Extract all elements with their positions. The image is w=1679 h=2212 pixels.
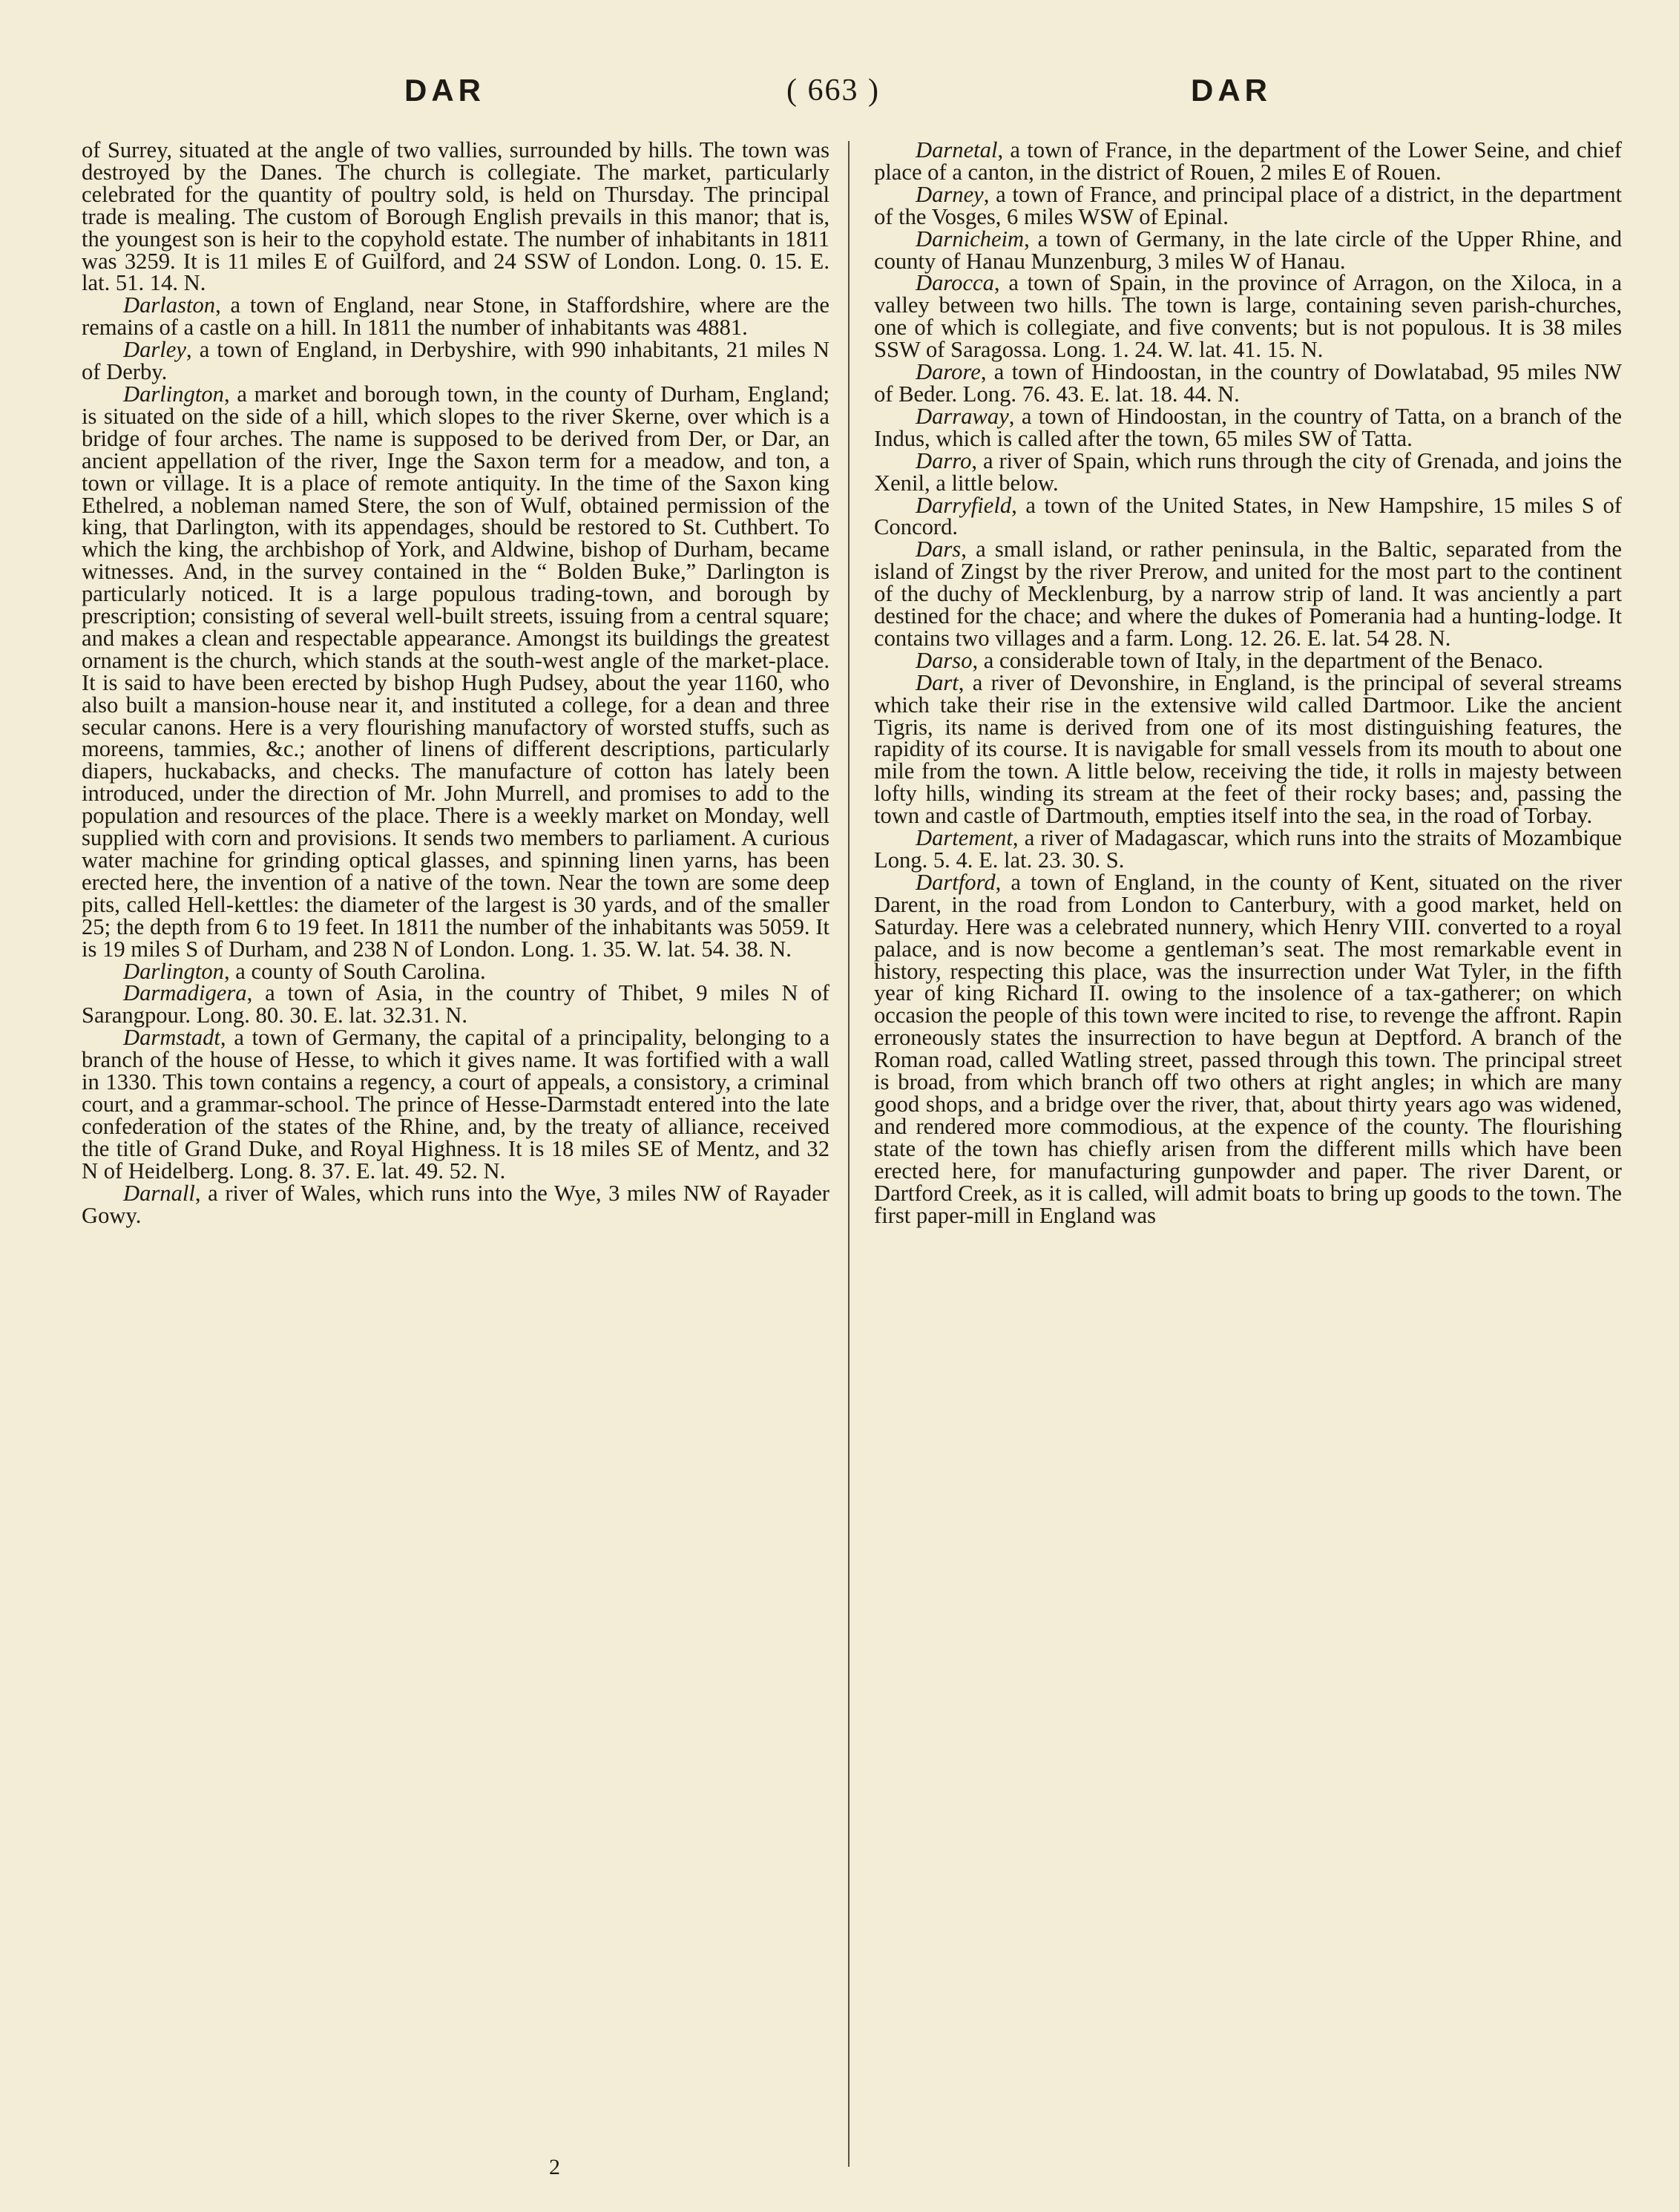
entry-text: , a town of Hindoostan, in the country of Tatta, on a branch of the Indus, which is called after the town, 65 miles SW of Tatta.	[874, 403, 1622, 451]
entry-text: , a town of Spain, in the province of Arragon, on the Xiloca, in a valley between two hills. The town is large, containing seven parish-churches, one of which is collegiate, and five convents; but is not populous. It is 38 miles SSW of Saragossa. Long. 1. 24. W. lat. 41. 15. N.	[874, 270, 1622, 363]
entry-darnall	[82, 1180, 829, 1228]
entry-text: , a town of England, near Stone, in Staffordshire, where are the remains of a castle on a hill. In 1811 the number of inhabitants was 4881.	[82, 292, 829, 341]
entry-darocca	[874, 272, 1622, 361]
entry-text: , a town of Germany, the capital of a principality, belonging to a branch of the house of Hesse, to which it gives name. It was fortified with a wall in 1330. This town contains a regency, a court of appeals, a consistory, a criminal court, and a grammar-school. The prince of Hesse-Darmstadt entered into the late confederation of the states of the Rhine, and, by the treaty of alliance, received the title of Grand Duke, and Royal Highness. It is 18 miles SE of Mentz, and 32 N of Heidelberg. Long. 8. 37. E. lat. 49. 52. N.	[82, 1025, 829, 1184]
entry-darley	[82, 339, 829, 384]
entry-text: , a river of Wales, which runs into the Wye, 3 miles NW of Rayader Gowy.	[82, 1180, 829, 1228]
headword: Darnall	[123, 1180, 195, 1206]
entry-text: , a town of the United States, in New Hampshire, 15 miles S of Concord.	[874, 492, 1622, 540]
entry-darmstadt	[82, 1027, 829, 1182]
entry-darryfield	[874, 492, 1622, 540]
headword: Darore	[916, 359, 981, 385]
entry-dars	[874, 536, 1622, 651]
entry-darlington-county	[82, 958, 829, 984]
entry-darlaston	[82, 292, 829, 341]
left-column	[82, 137, 829, 1228]
headword: Dart	[916, 669, 959, 695]
entry-text: , a river of Madagascar, which runs into the straits of Mozambique Long. 5. 4. E. lat. 23. 30. S.	[874, 825, 1622, 873]
page-number: ( 663 )	[786, 73, 880, 108]
entry-darnicheim	[874, 226, 1622, 274]
entry-text: , a town of Asia, in the country of Thibet, 9 miles N of Sarangpour. Long. 80. 30. E. lat. 32.31. N.	[82, 980, 829, 1028]
entry-text: , a considerable town of Italy, in the department of the Benaco.	[972, 647, 1543, 673]
headword: Darlington	[123, 958, 224, 984]
headword: Darocca	[916, 270, 994, 296]
entry-darraway	[874, 403, 1622, 451]
headword: Dartford	[916, 869, 996, 895]
entry-text: , a county of South Carolina.	[223, 958, 486, 984]
headword: Darley	[123, 337, 186, 363]
entry-text: , a town of England, in Derbyshire, with 990 inhabitants, 21 miles N of Derby.	[82, 337, 829, 385]
entry-text: , a small island, or rather peninsula, in the Baltic, separated from the island of Zingst by the river Prerow, and united for the most part to the continent of the duchy of Mecklenburg, by a narrow strip of land. It was anciently a part destined for the chace; and where the dukes of Pomerania had a hunting-lodge. It contains two villages and a farm. Long. 12. 26. E. lat. 54 28. N.	[874, 536, 1622, 651]
entry-dartement	[874, 827, 1622, 872]
headword: Darnicheim	[916, 226, 1025, 252]
headword: Darlington	[123, 381, 224, 407]
headword: Dars	[916, 536, 962, 562]
headword: Darney	[916, 181, 984, 207]
entry-darmadigera	[82, 982, 829, 1027]
headword: Darro	[916, 447, 972, 473]
continued-entry: of Surrey, situated at the angle of two vallies, surrounded by hills. The town was destroyed by the Danes. The church is collegiate. The market, particularly celebrated for the quantity of poultry sold, is held on Thursday. The principal trade is mealing. The custom of Borough English prevails in this manor; that is, the youngest son is heir to the copyhold estate. The number of inhabitants in 1811 was 3259. It is 11 miles E of Guilford, and 24 SSW of London. Long. 0. 15. E. lat. 51. 14. N.	[82, 137, 829, 296]
entry-darro	[874, 447, 1622, 496]
entry-darney	[874, 181, 1622, 229]
entry-darlington-town	[82, 381, 829, 962]
entry-text: , a market and borough town, in the county of Durham, England; is situated on the side of a hill, which slopes to the river Skerne, over which is a bridge of four arches. The name is supposed to be derived from Der, or Dar, an ancient appellation of the river, Inge the Saxon term for a meadow, and ton, a town or village. It is a place of remote antiquity. In the time of the Saxon king Ethelred, a nobleman named Stere, the son of Wulf, obtained permission of the king, that Darlington, with its appendages, should be restored to St. Cuthbert. To which the king, the archbishop of York, and Aldwine, bishop of Durham, became witnesses. And, in the survey contained in the “ Bolden Buke,” Darlington is particularly noticed. It is a large populous trading-town, and borough by prescription; consisting of several well-built streets, issuing from a central square; and makes a clean and respectable appearance. Amongst its buildings the greatest ornament is the church, which stands at the south-west angle of the market-place. It is said to have been erected by bishop Hugh Pudsey, about the year 1160, who also built a mansion-house near it, and instituted a college, for a dean and three secular canons. Here is a very flourishing manufactory of worsted stuffs, such as moreens, tammies, &c.; another of linens of different descriptions, particularly diapers, huckabacks, and checks. The manufacture of cotton has lately been introduced, under the direction of Mr. John Murrell, and promises to add to the population and resources of the place. There is a weekly market on Monday, well supplied with corn and provisions. It sends two members to parliament. A curious water machine for grinding optical glasses, and spinning linen yarns, has been erected here, the invention of a native of the town. Near the town are some deep pits, called Hell-kettles: the diameter of the largest is 30 yards, and of the smaller 25; the depth from 6 to 19 feet. In 1811 the number of the inhabitants was 5059. It is 19 miles S of Durham, and 238 N of London. Long. 1. 35. W. lat. 54. 38. N.	[82, 381, 829, 962]
headword: Darlaston	[123, 292, 216, 318]
entry-text: , a town of Hindoostan, in the country of Dowlatabad, 95 miles NW of Beder. Long. 76. 43. E. lat. 18. 44. N.	[874, 359, 1622, 407]
entry-darso	[874, 647, 1622, 673]
entry-darore	[874, 361, 1622, 406]
entry-darnetal	[874, 137, 1622, 185]
headword: Darryfield	[916, 492, 1012, 518]
entry-text: , a town of England, in the county of Kent, situated on the river Darent, in the road from London to Canterbury, with a good market, held on Saturday. Here was a celebrated nunnery, which Henry VIII. converted to a royal palace, and is now become a gentleman’s seat. The most remarkable event in history, respecting this place, was the insurrection under Wat Tyler, in the fifth year of king Richard II. owing to the insolence of a tax-gatherer; on which occasion the people of this town were incited to rise, to revenge the affront. Rapin erroneously states the insurrection to have begun at Deptford. A branch of the Roman road, called Watling street, passed through this town. The principal street is broad, from which branch off two others at right angles; in which are many good shops, and a bridge over the river, that, about thirty years ago was widened, and rendered more commodious, at the expence of the county. The flourishing state of the town has chiefly arisen from the different mills which have been erected here, for manufacturing gunpowder and paper. The river Darent, or Dartford Creek, as it is called, will admit boats to bring up goods to the town. The first paper-mill in England was	[874, 869, 1622, 1228]
entry-text: , a town of France, in the department of the Lower Seine, and chief place of a canton, in the district of Rouen, 2 miles E of Rouen.	[874, 137, 1622, 185]
entry-dartford	[874, 869, 1622, 1228]
entry-text: , a river of Devonshire, in England, is the principal of several streams which take their rise in the extensive wild called Dartmoor. Like the ancient Tigris, its name is derived from one of its most distinguishing features, the rapidity of its course. It is navigable for small vessels from its mouth to about one mile from the town. A little below, receiving the tide, it rolls in majesty between lofty hills, winding its stream at the feet of their rocky bases; and, passing the town and castle of Dartmouth, empties itself into the sea, in the road of Torbay.	[874, 669, 1622, 829]
headword: Darmstadt	[123, 1025, 220, 1051]
entry-text: , a river of Spain, which runs through the city of Grenada, and joins the Xenil, a little below.	[874, 447, 1622, 496]
running-head-right: DAR	[1191, 73, 1272, 108]
headword: Darnetal	[916, 137, 998, 163]
entry-text: , a town of France, and principal place of a district, in the department of the Vosges, 6 miles WSW of Epinal.	[874, 181, 1622, 229]
headword: Darmadigera	[123, 980, 247, 1006]
signature-mark: 2	[549, 2155, 560, 2179]
column-divider	[848, 141, 850, 2167]
headword: Darso	[916, 647, 973, 673]
headword: Darraway	[916, 403, 1009, 429]
entry-text: , a town of Germany, in the late circle of the Upper Rhine, and county of Hanau Munzenburg, 3 miles W of Hanau.	[874, 226, 1622, 274]
right-column	[874, 137, 1622, 1228]
headword: Dartement	[916, 825, 1013, 851]
running-head-left: DAR	[404, 73, 485, 108]
entry-dart	[874, 669, 1622, 829]
